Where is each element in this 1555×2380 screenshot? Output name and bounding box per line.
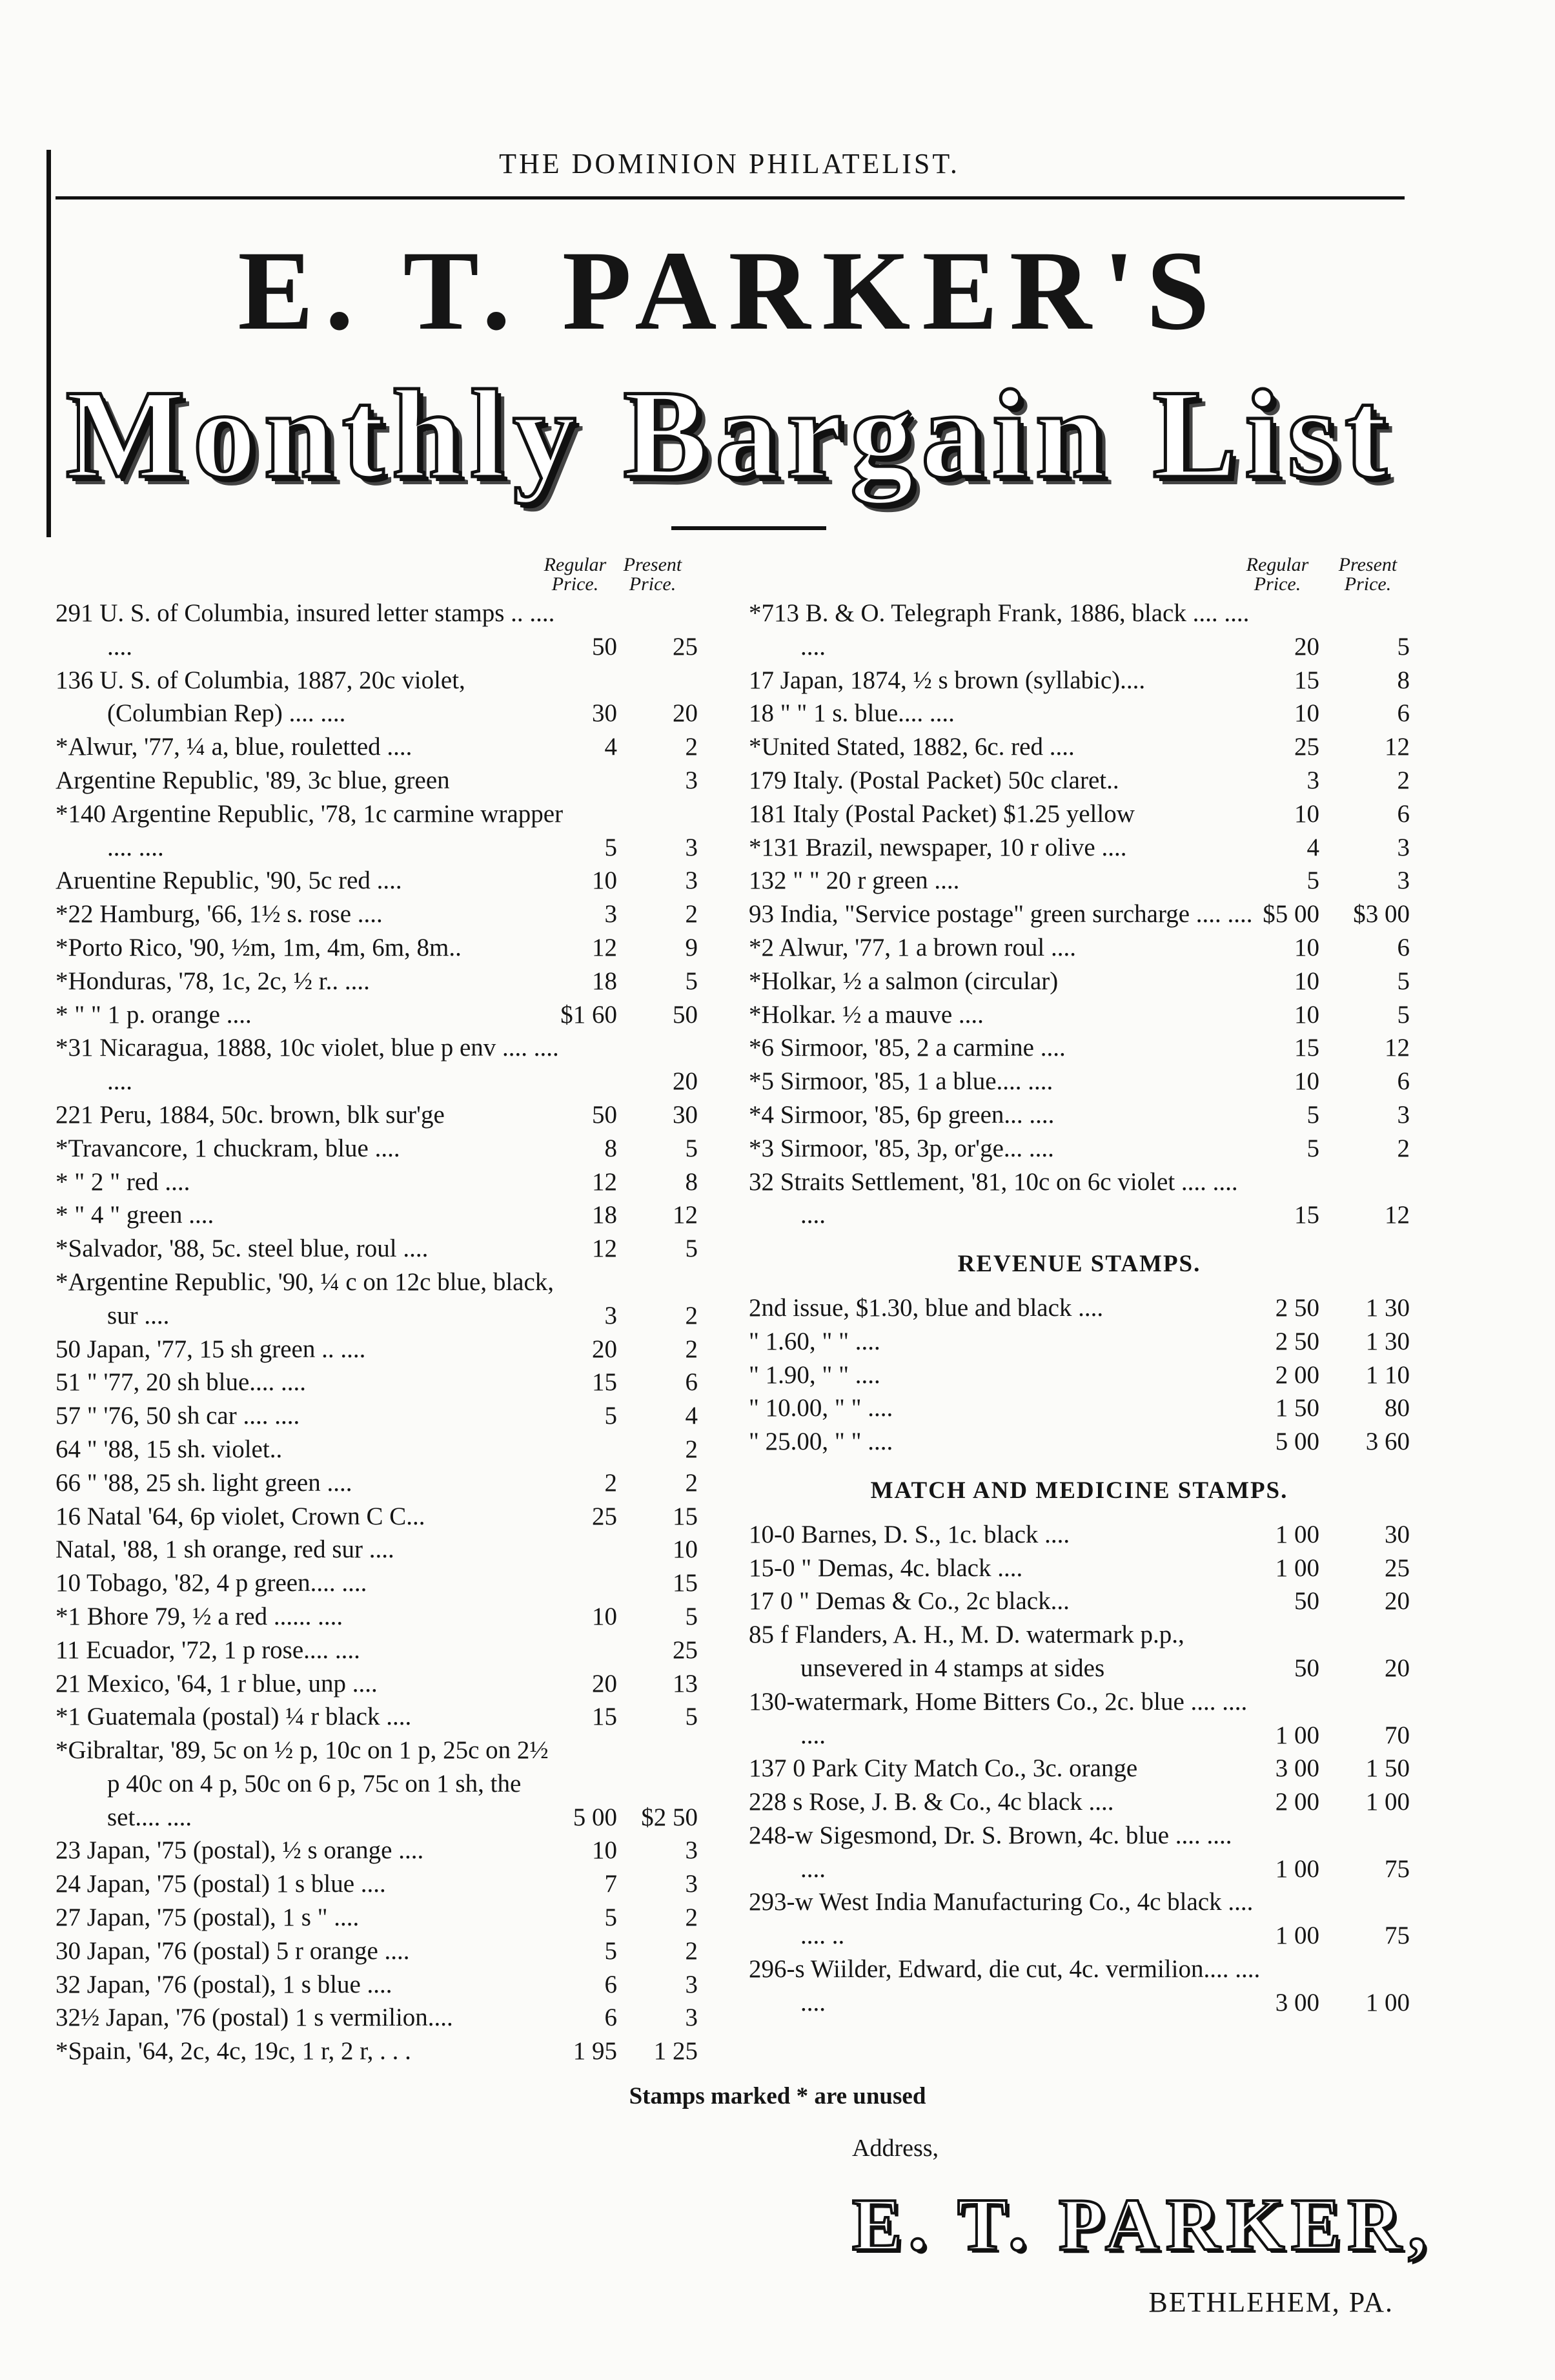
item-description: 15-0 " Demas, 4c. black .... <box>749 1554 1023 1582</box>
price-row <box>56 931 714 965</box>
present-price: 2 <box>1397 1134 1410 1162</box>
price-row <box>56 1533 714 1566</box>
price-row <box>56 1634 714 1667</box>
present-price: 3 <box>1397 833 1410 861</box>
price-row <box>749 1552 1410 1585</box>
price-row <box>749 831 1410 865</box>
column-headers <box>56 555 714 597</box>
price-row <box>749 898 1410 931</box>
price-row <box>749 864 1410 898</box>
item-description: 30 Japan, '76 (postal) 5 r orange .... <box>56 1936 410 1965</box>
regular-price: 10 <box>1294 1000 1319 1029</box>
regular-price: 2 00 <box>1275 1788 1319 1816</box>
item-description: *Alwur, '77, ¼ a, blue, rouletted .... <box>56 733 412 761</box>
price-row <box>749 1518 1410 1552</box>
price-row <box>749 965 1410 998</box>
present-price: 10 <box>673 1535 698 1564</box>
item-description: *31 Nicaragua, 1888, 10c violet, blue p env .... .... .... <box>56 1034 559 1096</box>
price-row <box>56 597 714 664</box>
price-row <box>749 1425 1410 1459</box>
present-price: 3 <box>685 867 698 895</box>
item-description: " 25.00, " " .... <box>749 1428 893 1456</box>
regular-price: 5 <box>1306 1134 1319 1162</box>
item-description: *Holkar. ½ a mauve .... <box>749 1000 984 1029</box>
item-description: *Porto Rico, '90, ½m, 1m, 4m, 6m, 8m.. <box>56 933 462 961</box>
present-price: 25 <box>1385 1554 1410 1582</box>
price-row <box>56 1031 714 1098</box>
regular-price: 30 <box>592 699 617 728</box>
price-row <box>56 1466 714 1500</box>
present-price: 6 <box>1397 1067 1410 1096</box>
price-row <box>749 1885 1410 1953</box>
price-row <box>749 1098 1410 1132</box>
regular-price: 1 00 <box>1275 1721 1319 1749</box>
item-description: 16 Natal '64, 6p violet, Crown C C... <box>56 1502 425 1530</box>
item-description: *2 Alwur, '77, 1 a brown roul .... <box>749 933 1076 961</box>
item-description: 64 " '88, 15 sh. violet.. <box>56 1435 283 1463</box>
present-price: 2 <box>685 1335 698 1363</box>
item-description: 11 Ecuador, '72, 1 p rose.... .... <box>56 1636 360 1664</box>
price-row <box>749 664 1410 697</box>
present-price: 2 <box>685 1903 698 1932</box>
present-price: 12 <box>1385 1201 1410 1229</box>
price-row <box>749 1819 1410 1886</box>
item-description: *3 Sirmoor, '85, 3p, or'ge... .... <box>749 1134 1054 1162</box>
present-price: 13 <box>673 1669 698 1698</box>
present-price: 1 30 <box>1365 1293 1410 1322</box>
unused-note: Stamps marked * are unused <box>629 2083 926 2109</box>
regular-price: 50 <box>592 632 617 661</box>
price-row <box>749 697 1410 730</box>
price-row <box>749 1585 1410 1618</box>
match-heading: MATCH AND MEDICINE STAMPS. <box>870 1477 1288 1504</box>
regular-price: 50 <box>592 1100 617 1129</box>
present-price: 1 00 <box>1365 1788 1410 1816</box>
item-description: 24 Japan, '75 (postal) 1 s blue .... <box>56 1870 386 1898</box>
price-row <box>56 1867 714 1901</box>
item-description: 296-s Wiilder, Edward, die cut, 4c. vermilion.... .... .... <box>749 1955 1261 2016</box>
price-row <box>56 864 714 898</box>
present-price: 20 <box>1385 1654 1410 1682</box>
price-row <box>56 965 714 998</box>
regular-price: 3 00 <box>1275 1754 1319 1783</box>
regular-price: 3 00 <box>1275 1988 1319 2016</box>
price-row <box>749 931 1410 965</box>
price-row <box>56 1198 714 1232</box>
present-price: 1 50 <box>1365 1754 1410 1783</box>
present-price: 3 <box>685 833 698 861</box>
present-price: 6 <box>685 1368 698 1397</box>
regular-price: 1 95 <box>573 2037 617 2066</box>
regular-price: 3 <box>1306 766 1319 794</box>
present-price: 5 <box>1397 1000 1410 1029</box>
price-row <box>56 1433 714 1466</box>
price-row <box>56 730 714 764</box>
price-row <box>749 797 1410 831</box>
item-description: 32 Japan, '76 (postal), 1 s blue .... <box>56 1970 392 1998</box>
item-description: 85 f Flanders, A. H., M. D. watermark p.p., unsevered in 4 stamps at sides <box>749 1621 1184 1682</box>
price-row <box>749 998 1410 1032</box>
regular-price: 10 <box>1294 1067 1319 1096</box>
regular-price: 12 <box>592 1167 617 1196</box>
item-description: *Honduras, '78, 1c, 2c, ½ r.. .... <box>56 967 370 995</box>
present-price: 25 <box>673 632 698 661</box>
present-price: 1 00 <box>1365 1988 1410 2016</box>
item-description: 221 Peru, 1884, 50c. brown, blk sur'ge <box>56 1100 445 1129</box>
item-description: Aruentine Republic, '90, 5c red .... <box>56 867 402 895</box>
item-description: *Spain, '64, 2c, 4c, 19c, 1 r, 2 r, . . . <box>56 2037 411 2066</box>
item-description: 179 Italy. (Postal Packet) 50c claret.. <box>749 766 1119 794</box>
price-row <box>749 1291 1410 1325</box>
present-price: 70 <box>1385 1721 1410 1749</box>
match-price-list <box>749 1518 1410 2020</box>
item-description: *Travancore, 1 chuckram, blue .... <box>56 1134 400 1162</box>
price-row <box>749 1031 1410 1065</box>
present-price: $3 00 <box>1353 900 1410 928</box>
present-price: 15 <box>673 1569 698 1597</box>
present-price: 15 <box>673 1502 698 1530</box>
price-row <box>56 1968 714 2002</box>
item-description: *1 Guatemala (postal) ¼ r black .... <box>56 1703 412 1731</box>
present-price: 8 <box>1397 666 1410 694</box>
regular-price: 5 <box>604 1402 617 1430</box>
regular-price: 5 <box>604 1903 617 1932</box>
item-description: *Salvador, '88, 5c. steel blue, roul .... <box>56 1235 429 1263</box>
item-description: 293-w West India Manufacturing Co., 4c black .... .... .. <box>749 1888 1254 1950</box>
price-row <box>749 1391 1410 1425</box>
regular-price: 15 <box>1294 1034 1319 1062</box>
regular-price: 20 <box>1294 632 1319 661</box>
signature: E. T. PARKER, <box>852 2184 1434 2266</box>
revenue-heading: REVENUE STAMPS. <box>957 1251 1201 1278</box>
item-description: *713 B. & O. Telegraph Frank, 1886, black .... .... .... <box>749 599 1250 661</box>
present-price: $2 50 <box>641 1803 698 1831</box>
price-row <box>56 1132 714 1165</box>
price-row <box>56 1399 714 1433</box>
right-price-list <box>749 597 1410 1232</box>
present-price: 2 <box>685 900 698 928</box>
price-row <box>749 1359 1410 1392</box>
present-price: 4 <box>685 1402 698 1430</box>
item-description: 248-w Sigesmond, Dr. S. Brown, 4c. blue .... .... .... <box>749 1821 1232 1883</box>
present-price: 50 <box>673 1000 698 1029</box>
price-row <box>56 1333 714 1366</box>
item-description: *22 Hamburg, '66, 1½ s. rose .... <box>56 900 383 928</box>
price-row <box>56 1566 714 1600</box>
price-row <box>56 1934 714 1968</box>
price-row <box>56 1165 714 1199</box>
present-price: 30 <box>1385 1520 1410 1548</box>
present-price: 9 <box>685 933 698 961</box>
item-description: Natal, '88, 1 sh orange, red sur .... <box>56 1535 394 1564</box>
item-description: " 1.60, " " .... <box>749 1327 880 1355</box>
item-description: * " 4 " green .... <box>56 1201 214 1229</box>
item-description: 21 Mexico, '64, 1 r blue, unp .... <box>56 1669 378 1698</box>
regular-price: 6 <box>604 1970 617 1998</box>
regular-price: 1 00 <box>1275 1922 1319 1950</box>
regular-price: 10 <box>1294 967 1319 995</box>
present-price: 3 <box>685 766 698 794</box>
item-description: 50 Japan, '77, 15 sh green .. .... <box>56 1335 366 1363</box>
right-column <box>749 555 1410 2020</box>
regular-price: 25 <box>1294 733 1319 761</box>
item-description: 10 Tobago, '82, 4 p green.... .... <box>56 1569 367 1597</box>
regular-price: 50 <box>1294 1587 1319 1616</box>
price-row <box>749 1065 1410 1098</box>
price-row <box>749 764 1410 797</box>
price-row <box>56 2001 714 2035</box>
price-row <box>56 2035 714 2068</box>
regular-price: 18 <box>592 1201 617 1229</box>
present-price: 6 <box>1397 799 1410 828</box>
present-price: 6 <box>1397 933 1410 961</box>
regular-price: 1 50 <box>1275 1394 1319 1422</box>
regular-price: 15 <box>592 1703 617 1731</box>
price-row <box>56 797 714 865</box>
price-row <box>56 898 714 931</box>
regular-price: 10 <box>592 867 617 895</box>
item-description: *6 Sirmoor, '85, 2 a carmine .... <box>749 1034 1066 1062</box>
regular-price: 12 <box>592 933 617 961</box>
regular-price-header: Regular Price. <box>1246 554 1309 595</box>
price-row <box>749 1953 1410 2020</box>
revenue-price-list <box>749 1291 1410 1459</box>
regular-price: 12 <box>592 1235 617 1263</box>
price-row <box>56 1232 714 1266</box>
present-price-header: Present Price. <box>623 554 682 595</box>
header-rule <box>56 196 1405 200</box>
item-description: 66 " '88, 25 sh. light green .... <box>56 1468 352 1497</box>
item-description: *4 Sirmoor, '85, 6p green... .... <box>749 1100 1055 1129</box>
regular-price: 10 <box>1294 799 1319 828</box>
regular-price: 5 <box>604 1936 617 1965</box>
present-price: 25 <box>673 1636 698 1664</box>
item-description: *Holkar, ½ a salmon (circular) <box>749 967 1059 995</box>
item-description: 2nd issue, $1.30, blue and black .... <box>749 1293 1104 1322</box>
column-headers <box>749 555 1410 597</box>
regular-price: 15 <box>1294 1201 1319 1229</box>
price-row <box>56 998 714 1032</box>
item-description: 17 Japan, 1874, ½ s brown (syllabic).... <box>749 666 1146 694</box>
item-description: 228 s Rose, J. B. & Co., 4c black .... <box>749 1788 1114 1816</box>
regular-price: $5 00 <box>1263 900 1319 928</box>
present-price-header: Present Price. <box>1338 554 1397 595</box>
address-label: Address, <box>852 2135 939 2162</box>
present-price: 20 <box>1385 1587 1410 1616</box>
price-row <box>56 664 714 731</box>
present-price: 3 <box>685 1870 698 1898</box>
regular-price: 10 <box>592 1836 617 1865</box>
item-description: 32 Straits Settlement, '81, 10c on 6c violet .... .... .... <box>749 1167 1238 1229</box>
item-description: 32½ Japan, '76 (postal) 1 s vermilion.... <box>56 2004 453 2032</box>
present-price: 5 <box>1397 967 1410 995</box>
regular-price: 3 <box>604 900 617 928</box>
regular-price: 6 <box>604 2004 617 2032</box>
present-price: 3 <box>685 2004 698 2032</box>
regular-price: 15 <box>1294 666 1319 694</box>
regular-price: 2 50 <box>1275 1327 1319 1355</box>
regular-price: 25 <box>592 1502 617 1530</box>
regular-price: 2 <box>604 1468 617 1497</box>
item-description: 132 " " 20 r green .... <box>749 867 960 895</box>
price-row <box>749 1618 1410 1685</box>
item-description: " 10.00, " " .... <box>749 1394 893 1422</box>
item-description: " 1.90, " " .... <box>749 1360 880 1389</box>
item-description: *131 Brazil, newspaper, 10 r olive .... <box>749 833 1127 861</box>
present-price: 2 <box>685 1301 698 1329</box>
regular-price: 1 00 <box>1275 1554 1319 1582</box>
present-price: 5 <box>685 1134 698 1162</box>
regular-price: 10 <box>592 1602 617 1630</box>
price-row <box>749 1685 1410 1752</box>
regular-price: 1 00 <box>1275 1854 1319 1883</box>
item-description: 57 " '76, 50 sh car .... .... <box>56 1402 300 1430</box>
price-row <box>56 1500 714 1534</box>
present-price: 75 <box>1385 1922 1410 1950</box>
item-description: *Argentine Republic, '90, ¼ c on 12c blue, black, sur .... <box>56 1267 554 1329</box>
price-row <box>56 1901 714 1934</box>
item-description: 23 Japan, '75 (postal), ½ s orange .... <box>56 1836 424 1865</box>
present-price: 3 60 <box>1365 1428 1410 1456</box>
present-price: 5 <box>1397 632 1410 661</box>
present-price: 3 <box>685 1836 698 1865</box>
regular-price: $1 60 <box>560 1000 617 1029</box>
price-row <box>56 764 714 797</box>
present-price: 5 <box>685 1235 698 1263</box>
regular-price: 8 <box>604 1134 617 1162</box>
regular-price: 2 00 <box>1275 1360 1319 1389</box>
regular-price: 5 00 <box>1275 1428 1319 1456</box>
regular-price: 10 <box>1294 699 1319 728</box>
page-subtitle: Monthly Bargain List <box>65 364 1395 504</box>
item-description: 51 " '77, 20 sh blue.... .... <box>56 1368 307 1397</box>
regular-price: 50 <box>1294 1654 1319 1682</box>
item-description: 93 India, "Service postage" green surcharge .... .... <box>749 900 1253 928</box>
item-description: 27 Japan, '75 (postal), 1 s " .... <box>56 1903 360 1932</box>
price-row <box>749 1325 1410 1359</box>
present-price: 1 30 <box>1365 1327 1410 1355</box>
present-price: 2 <box>1397 766 1410 794</box>
item-description: *1 Bhore 79, ½ a red ...... .... <box>56 1602 343 1630</box>
regular-price: 20 <box>592 1669 617 1698</box>
item-description: 181 Italy (Postal Packet) $1.25 yellow <box>749 799 1135 828</box>
price-row <box>56 1098 714 1132</box>
item-description: 10-0 Barnes, D. S., 1c. black .... <box>749 1520 1070 1548</box>
city-line: BETHLEHEM, PA. <box>1148 2286 1394 2318</box>
title-divider <box>671 526 826 530</box>
regular-price-header: Regular Price. <box>544 554 607 595</box>
present-price: 3 <box>1397 1100 1410 1129</box>
regular-price: 20 <box>592 1335 617 1363</box>
item-description: 291 U. S. of Columbia, insured letter stamps .. .... .... <box>56 599 555 661</box>
price-row <box>749 597 1410 664</box>
regular-price: 4 <box>604 733 617 761</box>
present-price: 20 <box>673 1067 698 1096</box>
regular-price: 5 <box>604 833 617 861</box>
item-description: 17 0 " Demas & Co., 2c black... <box>749 1587 1070 1616</box>
item-description: Argentine Republic, '89, 3c blue, green <box>56 766 450 794</box>
present-price: 5 <box>685 967 698 995</box>
page-title: E. T. PARKER'S <box>238 228 1221 354</box>
regular-price: 3 <box>604 1301 617 1329</box>
item-description: * " " 1 p. orange .... <box>56 1000 252 1029</box>
item-description: *Gibraltar, '89, 5c on ½ p, 10c on 1 p, 25c on 2½ p 40c on 4 p, 50c on 6 p, 75c on 1 sh, the set.... .... <box>56 1736 549 1831</box>
regular-price: 10 <box>1294 933 1319 961</box>
item-description: 136 U. S. of Columbia, 1887, 20c violet, (Columbian Rep) .... .... <box>56 666 465 728</box>
price-row <box>56 1600 714 1634</box>
left-column <box>56 555 714 2068</box>
price-row <box>749 1165 1410 1233</box>
present-price: 2 <box>685 1936 698 1965</box>
present-price: 3 <box>1397 867 1410 895</box>
regular-price: 7 <box>604 1870 617 1898</box>
present-price: 5 <box>685 1703 698 1731</box>
price-row <box>749 1132 1410 1165</box>
regular-price: 5 <box>1306 867 1319 895</box>
present-price: 6 <box>1397 699 1410 728</box>
item-description: * " 2 " red .... <box>56 1167 190 1196</box>
present-price: 2 <box>685 733 698 761</box>
present-price: 5 <box>685 1602 698 1630</box>
price-row <box>56 1667 714 1701</box>
regular-price: 15 <box>592 1368 617 1397</box>
present-price: 12 <box>1385 1034 1410 1062</box>
price-row <box>749 730 1410 764</box>
present-price: 75 <box>1385 1854 1410 1883</box>
item-description: 18 " " 1 s. blue.... .... <box>749 699 955 728</box>
running-title: THE DOMINION PHILATELIST. <box>499 148 960 180</box>
regular-price: 4 <box>1306 833 1319 861</box>
left-price-list <box>56 597 714 2068</box>
item-description: *140 Argentine Republic, '78, 1c carmine wrapper .... .... <box>56 799 564 861</box>
price-row <box>749 1752 1410 1785</box>
present-price: 12 <box>1385 733 1410 761</box>
price-row <box>56 1834 714 1867</box>
present-price: 30 <box>673 1100 698 1129</box>
present-price: 1 25 <box>653 2037 698 2066</box>
present-price: 80 <box>1385 1394 1410 1422</box>
regular-price: 1 00 <box>1275 1520 1319 1548</box>
price-row <box>56 1700 714 1734</box>
present-price: 12 <box>673 1201 698 1229</box>
present-price: 2 <box>685 1435 698 1463</box>
price-row <box>56 1734 714 1834</box>
item-description: *United Stated, 1882, 6c. red .... <box>749 733 1075 761</box>
price-row <box>56 1366 714 1399</box>
price-row <box>749 1785 1410 1819</box>
present-price: 3 <box>685 1970 698 1998</box>
present-price: 1 10 <box>1365 1360 1410 1389</box>
item-description: *5 Sirmoor, '85, 1 a blue.... .... <box>749 1067 1053 1096</box>
regular-price: 5 00 <box>573 1803 617 1831</box>
regular-price: 2 50 <box>1275 1293 1319 1322</box>
regular-price: 18 <box>592 967 617 995</box>
item-description: 137 0 Park City Match Co., 3c. orange <box>749 1754 1138 1783</box>
present-price: 2 <box>685 1468 698 1497</box>
present-price: 8 <box>685 1167 698 1196</box>
regular-price: 5 <box>1306 1100 1319 1129</box>
item-description: 130-watermark, Home Bitters Co., 2c. blue .... .... .... <box>749 1687 1248 1749</box>
price-row <box>56 1266 714 1333</box>
present-price: 20 <box>673 699 698 728</box>
